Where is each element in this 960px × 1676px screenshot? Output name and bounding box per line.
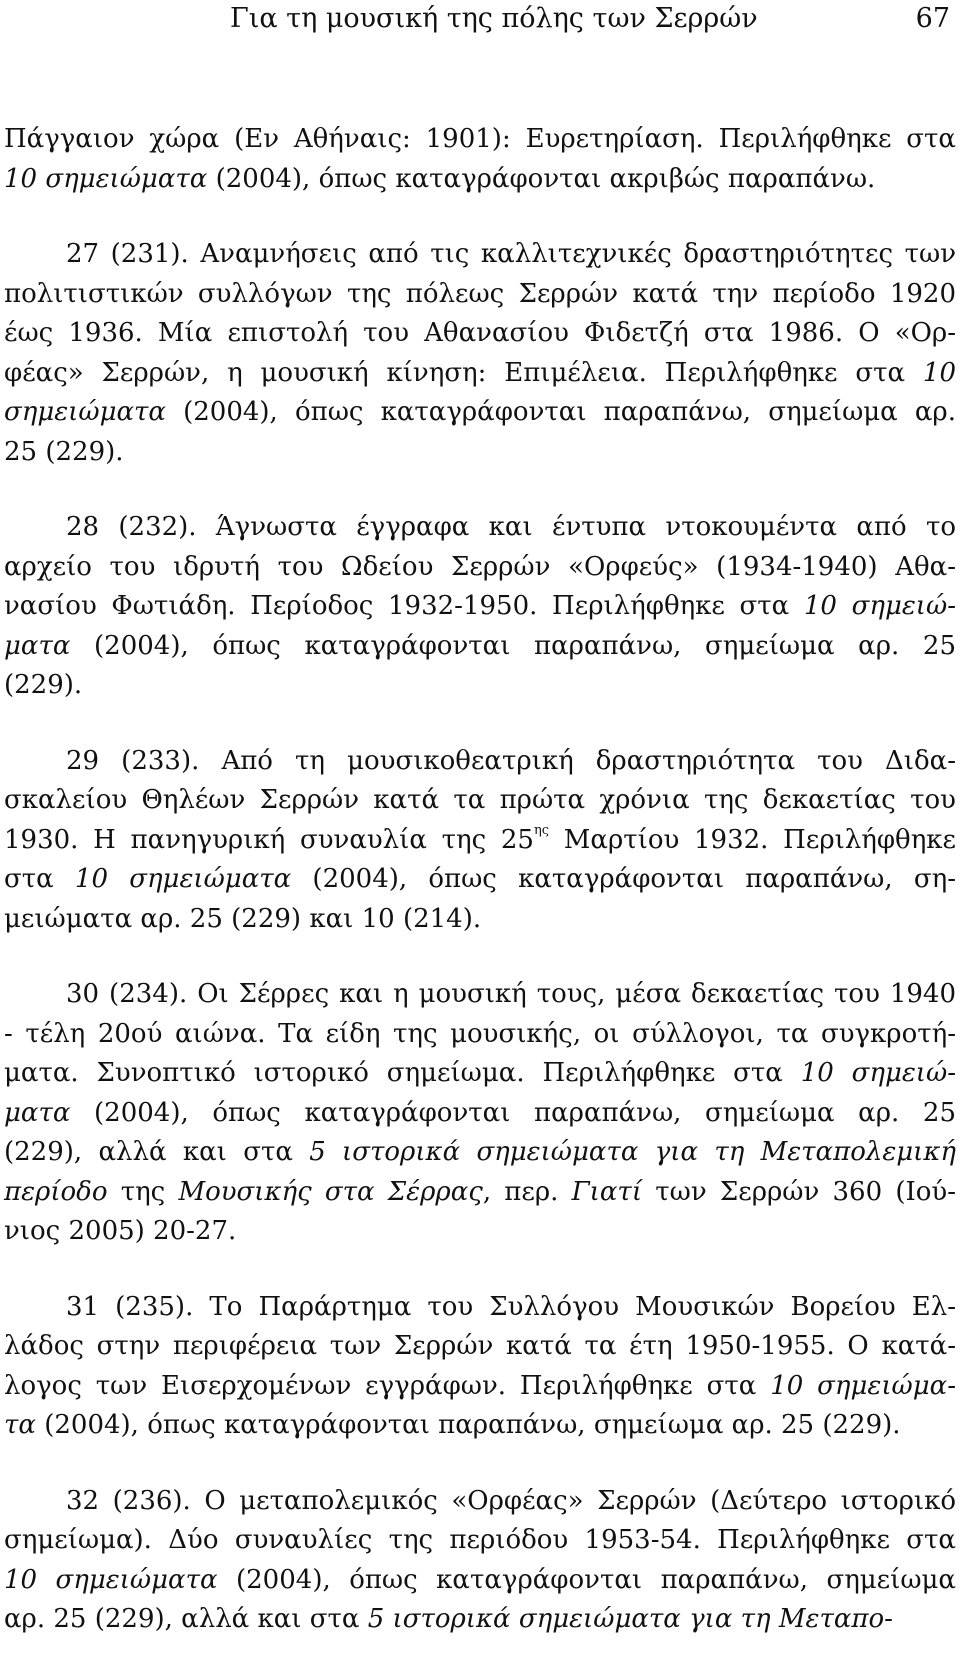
text-line [4,508,956,548]
text-segment: σκαλείου Θηλέων Σερρών κατά τα πρώτα χρόνια της δεκαετίας του [4,785,956,815]
text-line [4,1288,956,1328]
text-segment: Μαρτίου 1932. Περιλήφθηκε [549,824,957,855]
italic-title: 10 [922,357,956,388]
text-segment: Ο μεταπολεμικός «Ορφέας» Σερρών (Δεύτερο ιστορικό [190,1485,957,1516]
text-segment: (229), αλλά και στα [4,1137,310,1167]
text-segment: μειώματα αρ. 25 (229) και 10 (214). [4,903,482,934]
text-line [4,1521,956,1561]
italic-title: 10 σημειώμα- [770,1370,956,1401]
text-line [4,781,956,821]
italic-title: 10 σημειώματα [4,163,208,194]
bibliography-entry [4,235,956,472]
entry-number: 31 (235). [66,1291,194,1322]
running-header [0,0,960,40]
running-title: Για τη μουσική της πόλης των Σερρών [230,3,758,34]
text-segment: της [107,1176,179,1207]
text-segment: φέας» Σερρών, η μουσική κίνηση: Επιμέλεια. Περιλήφθηκε στα [4,357,923,388]
bibliography-entry [4,508,956,706]
text-line [4,1133,956,1173]
text-line [4,314,956,354]
text-segment: νασίου Φωτιάδη. Περίοδος 1932-1950. Περιλήφθηκε στα [4,591,804,621]
text-line [4,1367,956,1407]
entry-number: 30 (234). [66,979,188,1009]
italic-title: τα [4,1410,36,1440]
italic-title: 5 ιστορικά σημειώματα για τη Μεταπολεμική [309,1137,957,1167]
text-line [4,1482,956,1522]
text-segment: νιος 2005) 20-27. [4,1216,237,1246]
bibliography-entry [4,1482,956,1640]
bibliography-entry [4,975,956,1252]
text-segment: λογος των Εισερχομένων εγγράφων. Περιλήφθηκε στα [4,1370,771,1401]
italic-title: Μουσικής στα Σέρρας [178,1176,483,1207]
text-segment: των Σερρών 360 (Ιού- [642,1176,956,1207]
text-line [4,1327,956,1367]
text-line [4,548,956,588]
text-segment: σημείωμα). Δύο συναυλίες της περιόδου 1953-54. Περιλήφθηκε στα [4,1525,956,1555]
text-line [4,1600,956,1640]
text-line [4,120,956,160]
text-segment: Αναμνήσεις από τις καλλιτεχνικές δραστηριότητες των [188,239,956,269]
text-segment: αρ. 25 (229), αλλά και στα [4,1604,368,1634]
text-segment: - τέλη 20ού αιώνα. Τα είδη της μουσικής, οι σύλλογοι, τα συγκροτή- [4,1018,956,1049]
text-line [4,666,956,706]
text-line [4,627,956,667]
text-line [4,235,956,275]
text-segment: (229). [4,670,83,700]
text-segment: (2004), όπως καταγράφονται παραπάνω, σημείωμα αρ. [165,397,956,427]
text-segment: 1930. Η πανηγυρική συναυλία της 25 [4,824,534,855]
ordinal-superscript: ης [533,822,550,838]
text-segment: (2004), όπως καταγράφονται παραπάνω, σημείωμα αρ. 25 [70,630,956,661]
bibliography-entry [4,120,956,199]
text-segment: λάδος στην περιφέρεια των Σερρών κατά τα έτη 1950-1955. Ο κατά- [4,1331,956,1361]
text-line [4,1094,956,1134]
entry-number: 29 (233). [66,745,200,776]
italic-title: 5 ιστορικά σημειώματα για τη Μεταπο- [367,1604,893,1634]
text-line [4,587,956,627]
text-segment: πολιτιστικών συλλόγων της πόλεως Σερρών κατά την περίοδο 1920 [4,278,956,309]
text-segment: ματα. Συνοπτικό ιστορικό σημείωμα. Περιλήφθηκε στα [4,1058,801,1088]
italic-title: 10 σημειώματα [4,1564,218,1595]
text-segment: Άγνωστα έγγραφα και έντυπα ντοκουμέντα από το [196,512,956,542]
text-line [4,860,956,900]
italic-title: περίοδο [4,1176,108,1207]
text-segment: (2004), όπως καταγράφονται παραπάνω, ση- [291,864,956,894]
text-line [4,742,956,782]
italic-title: ματα [4,630,71,661]
page-number: 67 [915,3,950,34]
text-segment: (2004), όπως καταγράφονται παραπάνω, σημείωμα αρ. 25 (229). [35,1410,901,1440]
text-segment: , περ. [482,1176,572,1207]
italic-title: 10 σημειώ- [800,1058,956,1088]
text-segment: 25 (229). [4,436,124,467]
italic-title: σημειώματα [4,397,166,427]
italic-title: ματα [4,1097,71,1128]
text-segment: (2004), όπως καταγράφονται παραπάνω, σημείωμα αρ. 25 [70,1097,956,1128]
text-line [4,393,956,433]
text-line [4,160,956,200]
text-line [4,433,956,473]
text-segment: Πάγγαιον χώρα (Εν Αθήναις: 1901): Ευρετηρίαση. Περιλήφθηκε στα [4,124,956,154]
text-segment: αρχείο του ιδρυτή του Ωδείου Σερρών «Ορφεύς» (1934-1940) Αθα- [4,551,956,582]
text-segment: έως 1936. Μία επιστολή του Αθανασίου Φιδετζή στα 1986. Ο «Ορ- [4,318,956,348]
text-line [4,1406,956,1446]
text-line [4,821,956,861]
entry-number: 27 (231). [66,239,189,269]
italic-title: 10 σημειώ- [803,591,956,621]
text-line [4,1054,956,1094]
text-segment: (2004), όπως καταγράφονται ακριβώς παραπάνω. [207,163,876,194]
entry-number: 28 (232). [66,512,197,542]
text-segment: στα [4,864,75,894]
entry-number: 32 (236). [66,1485,191,1516]
text-line [4,1561,956,1601]
text-line [4,354,956,394]
text-line [4,1173,956,1213]
text-line [4,275,956,315]
text-segment: (2004), όπως καταγράφονται παραπάνω, σημείωμα [217,1564,956,1595]
italic-title: 10 σημειώματα [74,864,292,894]
text-line [4,900,956,940]
text-segment: Από τη μουσικοθεατρική δραστηριότητα του Διδα- [199,745,956,776]
text-line [4,975,956,1015]
bibliography-entries [4,120,956,1676]
bibliography-entry [4,742,956,940]
text-segment: Οι Σέρρες και η μουσική τους, μέσα δεκαετίας του 1940 [187,979,957,1009]
bibliography-entry [4,1288,956,1446]
text-segment: Το Παράρτημα του Συλλόγου Μουσικών Βορείου Ελ- [193,1291,956,1322]
text-line [4,1015,956,1055]
italic-title: Γιατί [571,1176,643,1207]
text-line [4,1212,956,1252]
